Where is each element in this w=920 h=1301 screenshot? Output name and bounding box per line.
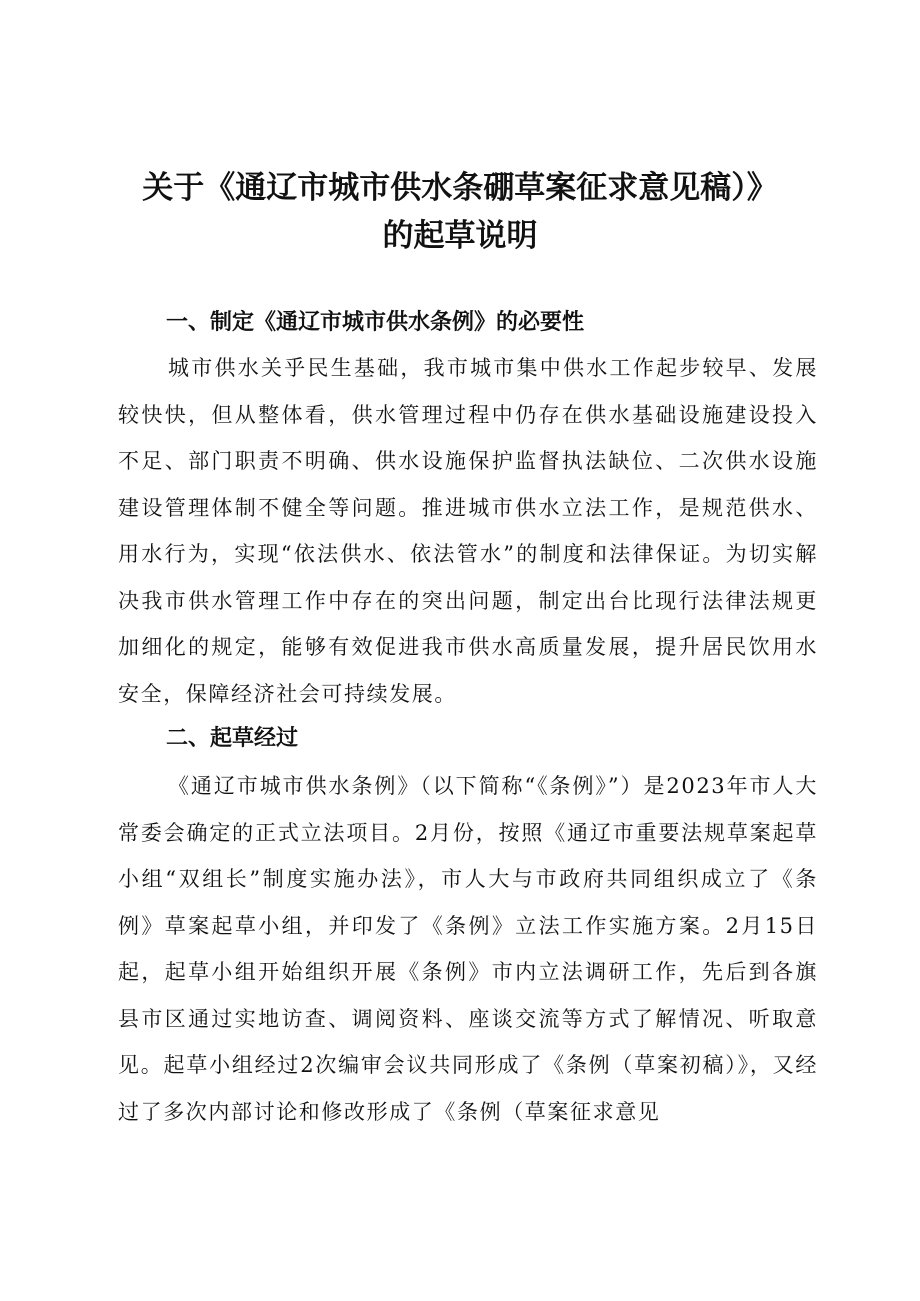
section-heading-necessity: 一、制定《通辽市城市供水条例》的必要性 bbox=[166, 310, 585, 335]
document-title-line-1: 关于《通辽市城市供水条硼草案征求意见稿）》 bbox=[142, 170, 778, 206]
section-paragraph-drafting-process: 《通辽市城市供水条例》（以下简称“《条例》”）是2023年市人大常委会确定的正式立法项目。2月份，按照《通辽市重要法规草案起草小组“双组长”制度实施办法》，市人大与市政府共同组织成立了《条例》草案起草小组，并印发了《条例》立法工作实施方案。2月15日起，起草小组开始组织开展《条例》市内立法调研工作，先后到各旗县市区通过实地访查、调阅资料、座谈交流等方式了解情况、听取意见。起草小组经过2次编审会议共同形成了《条例（草案初稿）》，又经过了多次内部讨论和修改形成了《条例（草案征求意见 bbox=[118, 774, 818, 1124]
section-heading-drafting-process: 二、起草经过 bbox=[166, 726, 299, 751]
document-title-line-2: 的起草说明 bbox=[382, 218, 538, 254]
section-paragraph-necessity: 城市供水关乎民生基础，我市城市集中供水工作起步较早、发展较快快，但从整体看，供水管理过程中仍存在供水基础设施建设投入不足、部门职责不明确、供水设施保护监督执法缺位、二次供水设施建设管理体制不健全等问题。推进城市供水立法工作，是规范供水、用水行为，实现“依法供水、依法管水”的制度和法律保证。为切实解决我市供水管理工作中存在的突出问题，制定出台比现行法律法规更加细化的规定，能够有效促进我市供水高质量发展，提升居民饮用水安全，保障经济社会可持续发展。 bbox=[118, 356, 818, 706]
